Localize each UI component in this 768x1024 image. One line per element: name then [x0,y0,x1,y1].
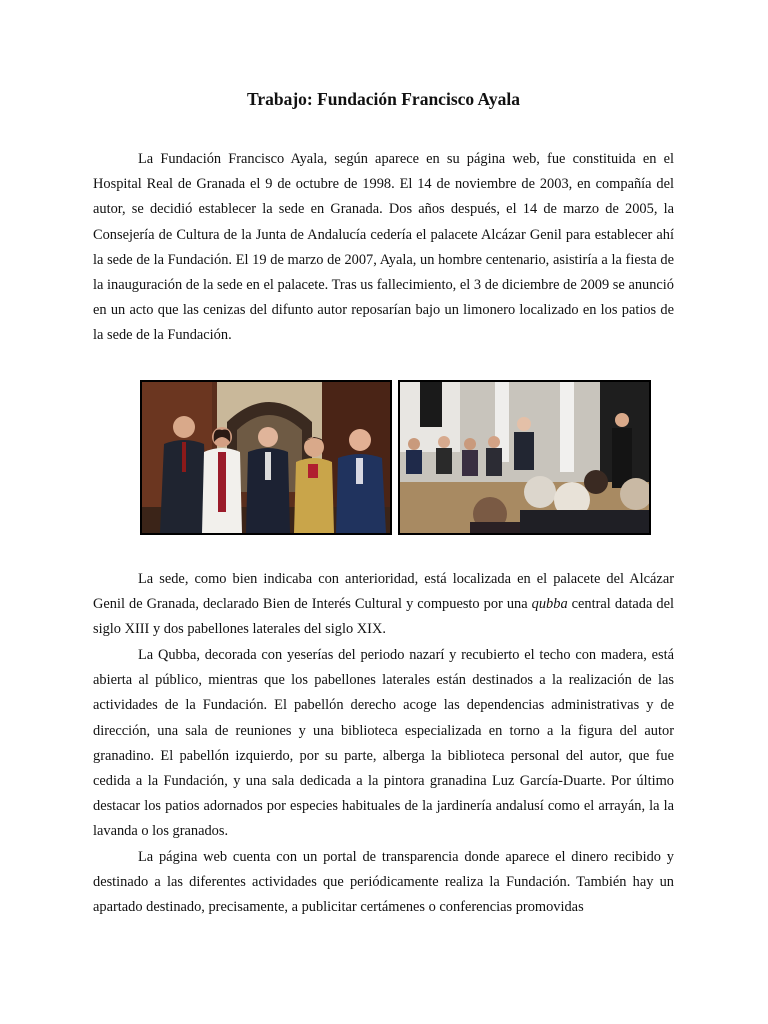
paragraph-qubba: La Qubba, decorada con yeserías del periodo nazarí y recubierto el techo con madera, está abierta al público, mientras que los pabellones laterales están destinados a la realización de las actividades de la Fundación. El pabellón derecho acoge las dependencias administrativas y de dirección, una sala de reuniones y una biblioteca especializada en torno a la figura del autor granadino. El pabellón izquierdo, por su parte, alberga la biblioteca personal del autor, que fue cedida a la Fundación, y una sala dedicada a la pintora granadina Luz García-Duarte. Por último destacar los patios adornados por especies habituales de la jardinería andalusí como el arrayán, la la lavanda o los granados. [93,647,674,840]
document-page [93,0,674,1024]
ceremony-image [400,382,649,533]
paragraph-location-text-a: La sede, como bien indicaba con anterioridad, está localizada en el palacete del Alcázar Genil de Granada, declarado Bien de Interés Cultural y compuesto por una [93,571,674,613]
paragraph-history: La Fundación Francisco Ayala, según aparece en su página web, fue constituida en el Hospital Real de Granada el 9 de octubre de 1998. El 14 de noviembre de 2003, en compañía del autor, se decidió establecer la sede en Granada. Dos años después, el 14 de marzo de 2005, la Consejería de Cultura de la Junta de Andalucía cedería el palacete Alcázar Genil para establecer ahí la sede de la Fundación. El 19 de marzo de 2007, Ayala, un hombre centenario, asistiría a la fiesta de la inauguración de la sede en el palacete. Tras us fallecimiento, el 3 de diciembre de 2009 se anunció en un acto que las cenizas del difunto autor reposarían bajo un limonero localizado en los patios de la sede de la Fundación. [93,151,674,344]
document-title: Trabajo: Fundación Francisco Ayala [246,89,521,109]
group-portrait-photo [140,380,392,535]
qubba-term: qubba [531,596,568,613]
paragraph-location-text-b: central datada del siglo XIII y dos pabellones laterales del siglo XIX. [93,596,674,638]
photo-row [140,380,650,535]
paragraph-website: La página web cuenta con un portal de transparencia donde aparece el dinero recibido y destinado a las diferentes actividades que periódicamente realiza la Fundación. También hay un apartado destinado, precisamente, a publicitar certámenes o conferencias promovidas [93,849,674,916]
paragraph-location [93,567,674,643]
group-portrait-image [142,382,390,533]
inauguration-ceremony-photo [398,380,651,535]
